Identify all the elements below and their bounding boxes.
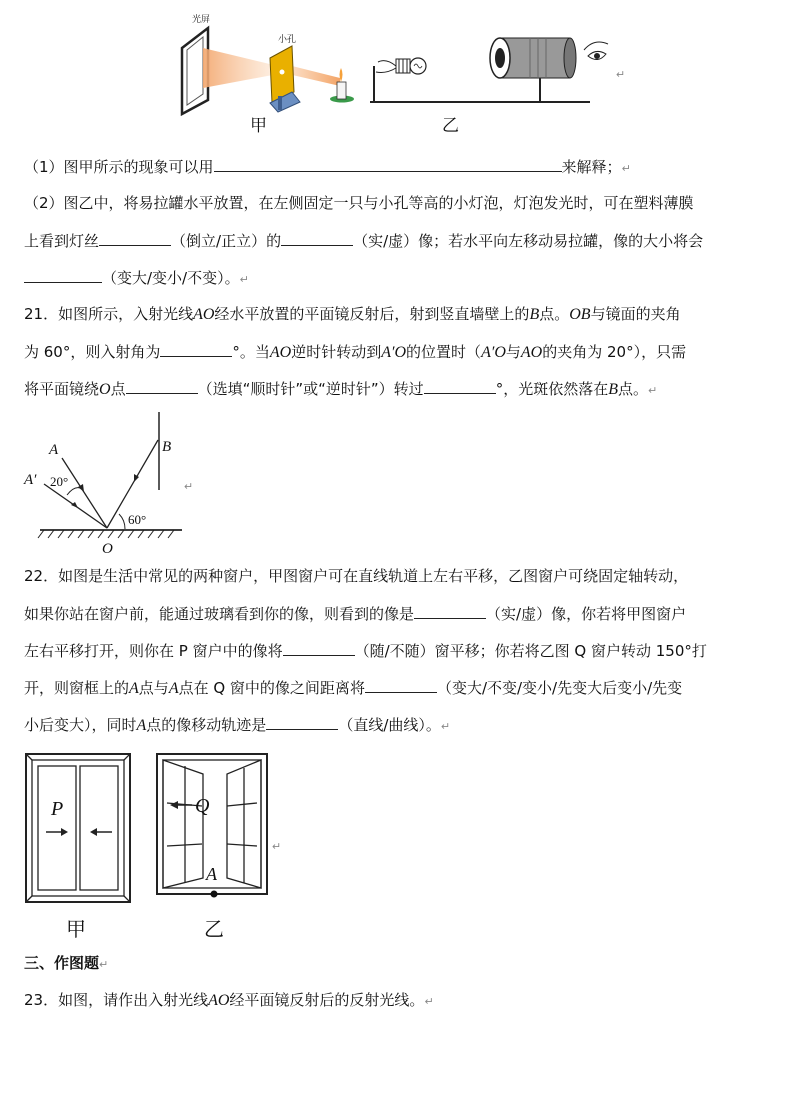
q21-line3: 将平面镜绕O点 （选填“顺时针”或“逆时针”）转过 °，光斑依然落在B点。↵ bbox=[24, 380, 658, 398]
sliding-window bbox=[26, 754, 130, 902]
label-p: P bbox=[51, 798, 64, 820]
answer-blank[interactable] bbox=[281, 230, 353, 246]
q22-line1: 22．如图是生活中常见的两种窗户，甲图窗户可在直线轨道上左右平移，乙图窗户可绕固定轴转动， bbox=[24, 567, 689, 585]
q22-line5: 小后变大），同时A点的像移动轨迹是 （直线/曲线）。↵ bbox=[24, 716, 451, 734]
caption-jia-windows: 甲 bbox=[66, 917, 86, 941]
answer-blank[interactable] bbox=[414, 603, 486, 619]
angle-60-label: 60° bbox=[128, 512, 147, 527]
answer-blank[interactable] bbox=[424, 378, 496, 394]
answer-blank[interactable] bbox=[214, 156, 562, 172]
angle-20-label: 20° bbox=[50, 474, 69, 489]
paragraph-mark: ↵ bbox=[616, 69, 626, 81]
caption-jia: 甲 bbox=[250, 116, 267, 136]
answer-blank[interactable] bbox=[266, 714, 338, 730]
can-camera bbox=[370, 38, 608, 102]
label-a-prime: A′ bbox=[24, 472, 37, 488]
q22-line4: 开，则窗框上的A点与A点在 Q 窗中的像之间距离将 （变大/不变/变小/先变大后变小/先变 bbox=[24, 679, 683, 697]
label-a-window: A bbox=[206, 864, 217, 884]
answer-blank[interactable] bbox=[160, 341, 232, 357]
q20-part2-line2: 上看到灯丝 （倒立/正立）的 （实/虚）像；若水平向左移动易拉罐，像的大小将会 bbox=[24, 232, 704, 250]
q20-part2-line3: （变大/变小/不变）。↵ bbox=[24, 267, 249, 290]
pinhole-card bbox=[270, 46, 300, 112]
paragraph-mark: ↵ bbox=[184, 481, 194, 493]
label-b: B bbox=[162, 439, 172, 455]
q22-line2: 如果你站在窗户前，能通过玻璃看到你的像，则看到的像是 （实/虚）像，你若将甲图窗户 bbox=[24, 605, 687, 623]
mirror-reflection-figure bbox=[22, 408, 212, 558]
paragraph-mark: ↵ bbox=[272, 841, 282, 853]
q23-line1: 23．如图，请作出入射光线AO经平面镜反射后的反射光线。↵ bbox=[24, 991, 434, 1009]
pinhole-label: 小孔 bbox=[278, 34, 297, 44]
q21-line2: 为 60°，则入射角为 °。当AO逆时针转动到A′O的位置时（A′O与AO的夹角为 20°），只需 bbox=[24, 343, 687, 361]
q22-line3: 左右平移打开，则你在 P 窗户中的像将 （随/不随）窗平移；你若将乙图 Q 窗户转动 150°打 bbox=[24, 642, 707, 660]
caption-yi: 乙 bbox=[442, 116, 459, 136]
answer-blank[interactable] bbox=[99, 230, 171, 246]
q21-line1: 21．如图所示，入射光线AO经水平放置的平面镜反射后，射到竖直墙壁上的B点。OB与镜面的夹角 bbox=[24, 305, 681, 323]
screen-label: 光屏 bbox=[192, 14, 211, 24]
caption-yi-windows: 乙 bbox=[204, 917, 224, 941]
windows-figure bbox=[22, 748, 292, 948]
answer-blank[interactable] bbox=[24, 267, 102, 283]
candle bbox=[330, 68, 354, 103]
answer-blank[interactable] bbox=[126, 378, 198, 394]
label-a: A bbox=[49, 442, 59, 458]
label-q: Q bbox=[195, 795, 210, 817]
label-o: O bbox=[102, 541, 113, 557]
mirror-hatching bbox=[38, 530, 174, 538]
pinhole-figure bbox=[170, 8, 640, 138]
q20-part1: （1）图甲所示的现象可以用 来解释；↵ bbox=[24, 158, 631, 176]
answer-blank[interactable] bbox=[365, 677, 437, 693]
answer-blank[interactable] bbox=[283, 640, 355, 656]
point-a-dot bbox=[211, 891, 218, 898]
section-title: 三、作图题↵ bbox=[24, 954, 109, 972]
q20-part2-line1: （2）图乙中，将易拉罐水平放置，在左侧固定一只与小孔等高的小灯泡，灯泡发光时，可在塑料薄膜 bbox=[24, 194, 694, 212]
